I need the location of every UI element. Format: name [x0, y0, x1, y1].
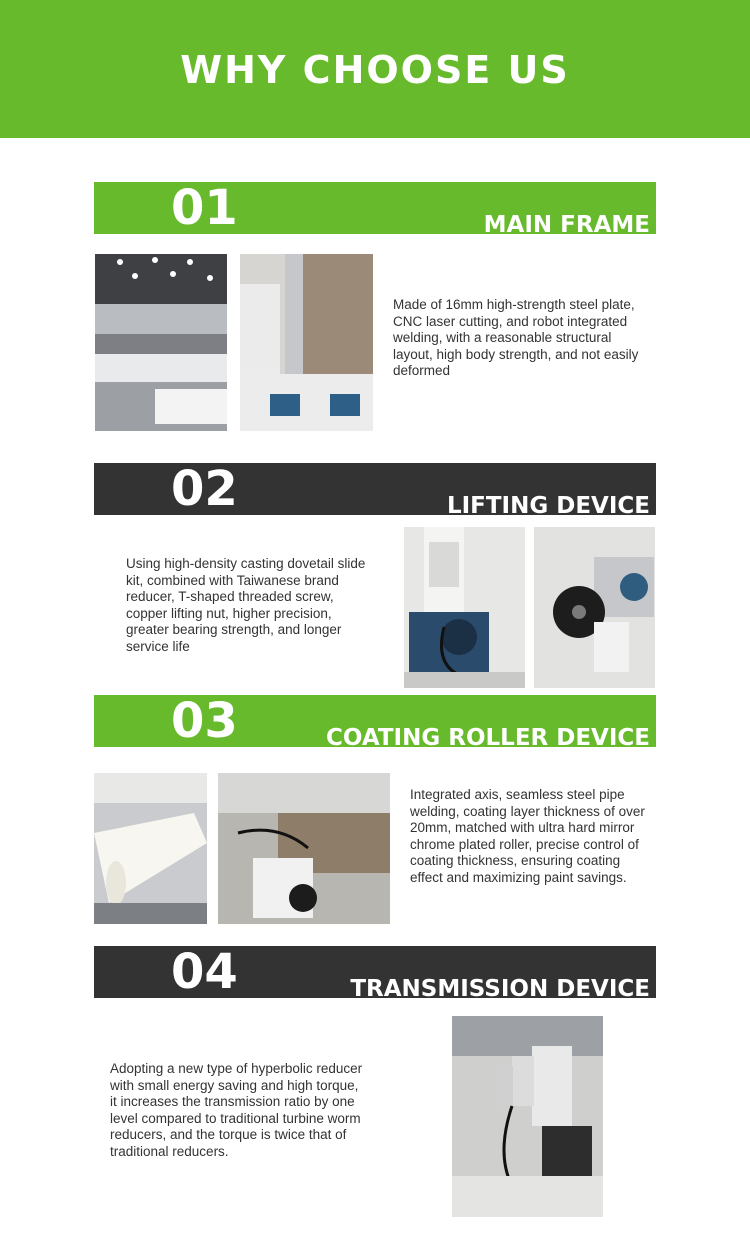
lifting-device-photo-1	[404, 527, 525, 688]
section-header-coating-roller-device	[94, 693, 656, 751]
lifting-device-photo-2	[534, 527, 655, 688]
section-description: Adopting a new type of hyperbolic reducer with small energy saving and high torque, it increases the transmission ratio by one level compared to traditional turbine worm reducers, and the torque is twice that of traditional reducers.	[110, 1061, 363, 1159]
header-banner	[0, 0, 750, 138]
section-number: 01	[171, 180, 238, 236]
section-header-lifting-device	[94, 461, 656, 519]
section-number: 04	[171, 944, 238, 1000]
section-header-transmission-device	[94, 944, 656, 1002]
section-number: 02	[171, 461, 238, 517]
transmission-device-photo	[452, 1016, 603, 1217]
section-title: MAIN FRAME	[483, 212, 650, 238]
section-header-main-frame	[94, 180, 656, 238]
main-frame-photo-2	[240, 254, 373, 431]
section-title: LIFTING DEVICE	[446, 493, 650, 519]
page-title: WHY CHOOSE US	[180, 48, 570, 92]
section-description: Using high-density casting dovetail slide kit, combined with Taiwanese brand reducer, T-shaped threaded screw, copper lifting nut, higher precision, greater bearing strength, and longer service life	[126, 556, 366, 654]
section-title: COATING ROLLER DEVICE	[326, 725, 650, 751]
coating-roller-photo-1	[94, 773, 207, 924]
section-description: Made of 16mm high-strength steel plate, CNC laser cutting, and robot integrated welding, with a reasonable structural layout, high body strength, and not easily deformed	[393, 297, 639, 379]
section-title: TRANSMISSION DEVICE	[350, 976, 650, 1002]
section-number: 03	[171, 693, 238, 749]
section-description: Integrated axis, seamless steel pipe welding, coating layer thickness of over 20mm, matched with ultra hard mirror chrome plated roller, precise control of coating thickness, ensuring coating effect and maximizing paint savings.	[410, 787, 645, 885]
main-frame-photo-1	[95, 254, 227, 431]
coating-roller-photo-2	[218, 773, 390, 924]
